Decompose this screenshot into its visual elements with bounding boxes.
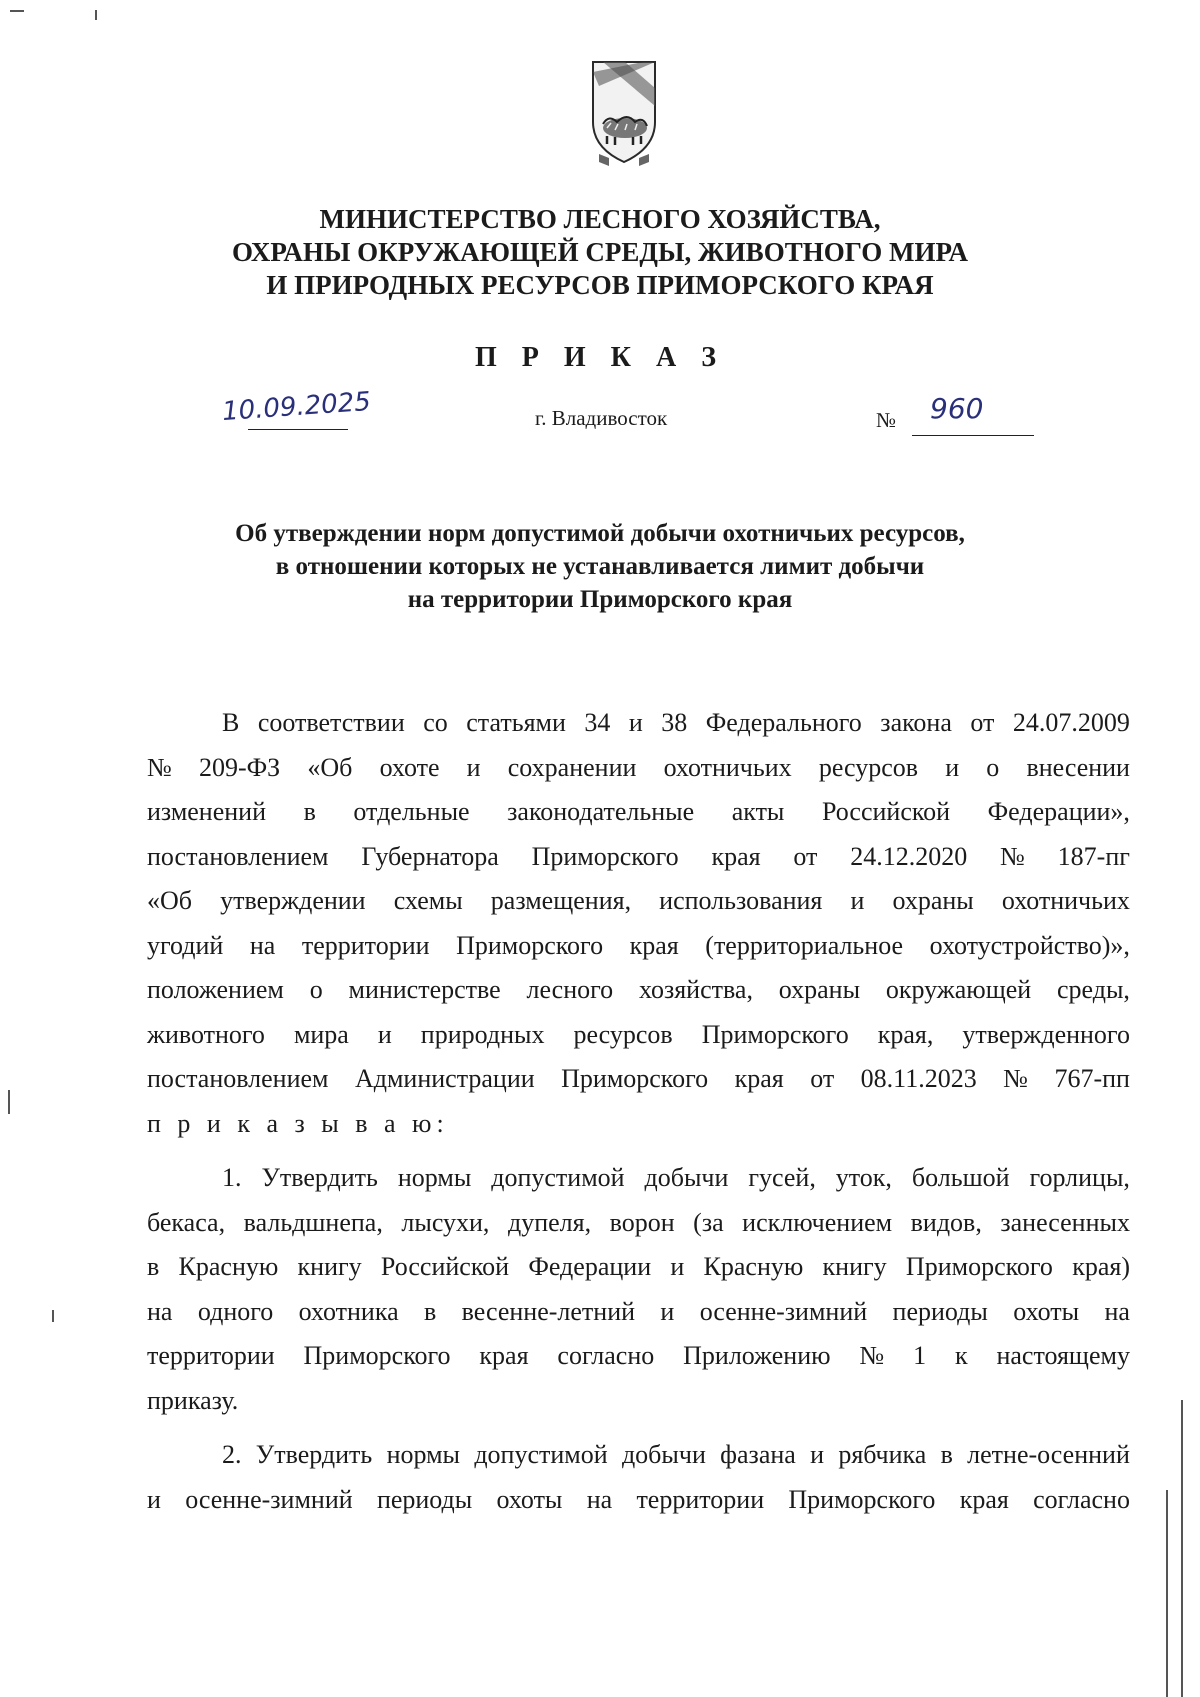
- word: гусей,: [748, 1163, 816, 1192]
- word: большой: [911, 1163, 1010, 1192]
- word: охотничьих: [1001, 886, 1130, 915]
- word: 08.11.2023: [860, 1064, 977, 1093]
- document-body: [147, 701, 1130, 1522]
- coat-of-arms-icon: [585, 58, 663, 170]
- word: окружающей: [885, 975, 1032, 1004]
- word: утверждении: [220, 886, 366, 915]
- word: 187-пг: [1057, 841, 1130, 871]
- word: 38: [661, 708, 688, 737]
- word: территории: [301, 930, 430, 960]
- word: на: [249, 930, 276, 960]
- word: использования: [659, 886, 823, 915]
- word: территории: [636, 1484, 765, 1514]
- word: настоящему: [996, 1341, 1130, 1370]
- item2-line: [147, 1433, 1130, 1478]
- item1-line: [147, 1201, 1130, 1246]
- word: 1.: [222, 1163, 242, 1192]
- word: 24.07.2009: [1012, 708, 1130, 737]
- date-underline: [248, 429, 348, 430]
- document-type: П Р И К А З: [475, 342, 725, 373]
- word: допустимой: [491, 1163, 625, 1192]
- word: угодий: [147, 930, 224, 960]
- word: Приложению: [683, 1341, 831, 1370]
- scan-mark: [1181, 1400, 1183, 1697]
- word: законодательные: [507, 797, 695, 826]
- word: Федерального: [705, 708, 862, 737]
- word: Приморского: [905, 1252, 1053, 1281]
- word: о: [309, 975, 323, 1004]
- word: «Об: [147, 886, 193, 915]
- word: Приморского: [303, 1341, 451, 1370]
- word: мира: [293, 1019, 349, 1049]
- title-line: Об утверждении норм допустимой добычи охотничьих ресурсов,: [235, 520, 965, 547]
- word: сохранении: [507, 752, 637, 782]
- word: охраны: [892, 886, 974, 915]
- ministry-line: ОХРАНЫ ОКРУЖАЮЩЕЙ СРЕДЫ, ЖИВОТНОГО МИРА: [231, 237, 968, 267]
- word: охотустройство)»,: [929, 930, 1130, 960]
- word: в: [147, 1252, 160, 1281]
- word: вальдшнепа,: [243, 1207, 383, 1237]
- word: о: [986, 752, 1000, 782]
- word: Приморского: [701, 1019, 849, 1049]
- word: весенне-летний: [461, 1296, 636, 1326]
- word: №: [1003, 1064, 1028, 1093]
- word: видов,: [910, 1207, 982, 1237]
- word: лысухи,: [401, 1207, 490, 1237]
- word: министерстве: [348, 975, 501, 1004]
- title-line: на территории Приморского края: [407, 586, 793, 613]
- word: одного: [197, 1296, 274, 1326]
- word: «Об: [307, 752, 353, 782]
- city: г. Владивосток: [535, 406, 668, 430]
- word: охоты: [1013, 1296, 1080, 1326]
- word: соответствии: [257, 708, 405, 737]
- word: со: [423, 708, 448, 737]
- word: схемы: [393, 886, 463, 915]
- word: охоте: [379, 752, 440, 782]
- word: (территориальное: [705, 930, 904, 960]
- order-word: п р и к а з ы в а ю:: [147, 1108, 449, 1138]
- word: и: [810, 1440, 825, 1469]
- word: 767-пп: [1054, 1064, 1130, 1093]
- word: периоды: [892, 1296, 988, 1326]
- word: постановлением: [147, 1064, 329, 1093]
- word: в: [303, 797, 316, 826]
- word: В: [222, 708, 240, 737]
- item1-line: [147, 1245, 1130, 1290]
- word: ворон: [609, 1207, 675, 1237]
- word: летне-осенний: [967, 1440, 1130, 1469]
- word: Утвердить: [255, 1440, 373, 1469]
- word: размещения,: [490, 886, 632, 915]
- word: Приморского: [456, 930, 604, 960]
- body-line: [147, 1013, 1130, 1058]
- word: 24.12.2020: [850, 841, 968, 871]
- word: территории: [147, 1341, 275, 1370]
- word: животного: [147, 1019, 265, 1049]
- word: ресурсов: [818, 752, 919, 782]
- number-sign: №: [876, 408, 897, 432]
- word: в: [424, 1296, 437, 1326]
- word: согласно: [557, 1341, 655, 1370]
- word: 2.: [222, 1440, 242, 1469]
- word: и: [670, 1252, 685, 1281]
- word: дупеля,: [507, 1207, 592, 1237]
- item2-line: [147, 1478, 1130, 1523]
- body-line: [147, 924, 1130, 969]
- word: положением: [147, 975, 284, 1004]
- word: 34: [584, 708, 611, 737]
- word: №: [859, 1341, 885, 1370]
- word: нормы: [386, 1440, 461, 1469]
- word: горлицы,: [1029, 1163, 1130, 1192]
- word: на: [147, 1296, 173, 1326]
- body-line: [147, 879, 1130, 924]
- body-line: [147, 790, 1130, 835]
- item1-line: [147, 1156, 1130, 1201]
- word: Приморского: [531, 841, 679, 871]
- word: исключением: [742, 1207, 893, 1237]
- word: осенне-зимний: [699, 1296, 868, 1326]
- word: края): [1072, 1252, 1130, 1281]
- word: от: [810, 1064, 835, 1093]
- word: охраны: [778, 975, 861, 1004]
- word: на: [1104, 1296, 1130, 1326]
- word: №: [1000, 841, 1025, 871]
- word: допустимой: [474, 1440, 608, 1469]
- body-line: [147, 1057, 1130, 1102]
- scan-mark: [8, 1090, 10, 1114]
- scan-mark: [52, 1310, 54, 1322]
- scan-mark: [95, 10, 97, 20]
- word: рябчика: [838, 1440, 927, 1469]
- word: от: [793, 841, 818, 871]
- scan-mark: [10, 10, 24, 12]
- word: 209-ФЗ: [198, 752, 281, 782]
- word: края: [734, 1064, 784, 1093]
- word: Федерации»,: [987, 797, 1130, 826]
- word: отдельные: [353, 797, 470, 826]
- word: и: [466, 752, 481, 782]
- word: Губернатора: [361, 841, 499, 871]
- word: уток,: [835, 1163, 892, 1192]
- body-line: [147, 835, 1130, 880]
- word: Утвердить: [261, 1163, 378, 1192]
- word: края: [479, 1341, 529, 1370]
- word: и: [377, 1019, 392, 1049]
- word: и: [628, 708, 643, 737]
- word: края: [711, 841, 761, 871]
- word: лесного: [526, 975, 614, 1004]
- word: акты: [731, 797, 785, 826]
- word: Федерации: [528, 1252, 652, 1281]
- word: добычи: [644, 1163, 729, 1192]
- word: охоты: [496, 1484, 563, 1514]
- word: закона: [880, 708, 952, 737]
- word: природных: [420, 1019, 545, 1049]
- number-underline: [912, 435, 1034, 436]
- word: края: [959, 1484, 1009, 1514]
- word: Приморского: [561, 1064, 709, 1093]
- word: Красную: [703, 1252, 804, 1281]
- ministry-line: МИНИСТЕРСТВО ЛЕСНОГО ХОЗЯЙСТВА,: [319, 204, 881, 234]
- ministry-name: [140, 203, 1060, 302]
- word: хозяйства,: [638, 975, 753, 1004]
- word: от: [970, 708, 995, 737]
- word: в: [940, 1440, 953, 1469]
- word: на: [586, 1484, 613, 1514]
- body-line: [147, 701, 1130, 746]
- item1-line: [147, 1290, 1130, 1335]
- word: Российской: [821, 797, 951, 826]
- word: осенне-зимний: [185, 1484, 353, 1514]
- handwritten-number: 960: [930, 392, 984, 425]
- scan-mark: [1166, 1490, 1168, 1697]
- word: утвержденного: [962, 1019, 1130, 1049]
- word: бекаса,: [147, 1207, 226, 1237]
- body-line: [147, 968, 1130, 1013]
- body-line: [147, 746, 1130, 791]
- word: постановлением: [147, 841, 329, 871]
- ministry-line: И ПРИРОДНЫХ РЕСУРСОВ ПРИМОРСКОГО КРАЯ: [266, 270, 934, 300]
- word: Администрации: [354, 1064, 535, 1093]
- word: ресурсов: [573, 1019, 673, 1049]
- word: периоды: [376, 1484, 473, 1514]
- word: добычи: [621, 1440, 706, 1469]
- word: (за: [693, 1207, 724, 1237]
- word: согласно: [1033, 1484, 1130, 1514]
- word: и: [147, 1484, 161, 1514]
- document-title: [150, 517, 1050, 616]
- word: Красную: [178, 1252, 279, 1281]
- word: к: [954, 1341, 968, 1370]
- word: книгу: [297, 1252, 362, 1281]
- title-line: в отношении которых не устанавливается лимит добычи: [275, 553, 925, 580]
- word: охотничьих: [663, 752, 792, 782]
- word: и: [850, 886, 865, 915]
- word: охотника: [298, 1296, 399, 1326]
- word: занесенных: [1000, 1207, 1130, 1237]
- word: внесении: [1026, 752, 1130, 782]
- word: №: [147, 752, 172, 782]
- word: Приморского: [788, 1484, 936, 1514]
- word: края,: [877, 1019, 934, 1049]
- word: среды,: [1057, 975, 1130, 1004]
- word: изменений: [147, 797, 267, 826]
- word: статьями: [466, 708, 566, 737]
- word: 1: [913, 1341, 927, 1370]
- word: фазана: [720, 1440, 796, 1469]
- word: Российской: [380, 1252, 510, 1281]
- word: края: [629, 930, 679, 960]
- word: и: [945, 752, 960, 782]
- word: и: [660, 1296, 675, 1326]
- handwritten-date: 10.09.2025: [221, 386, 372, 428]
- word: нормы: [397, 1163, 472, 1192]
- item1-line: приказу.: [147, 1385, 239, 1415]
- word: книгу: [822, 1252, 887, 1281]
- item1-line: [147, 1334, 1130, 1379]
